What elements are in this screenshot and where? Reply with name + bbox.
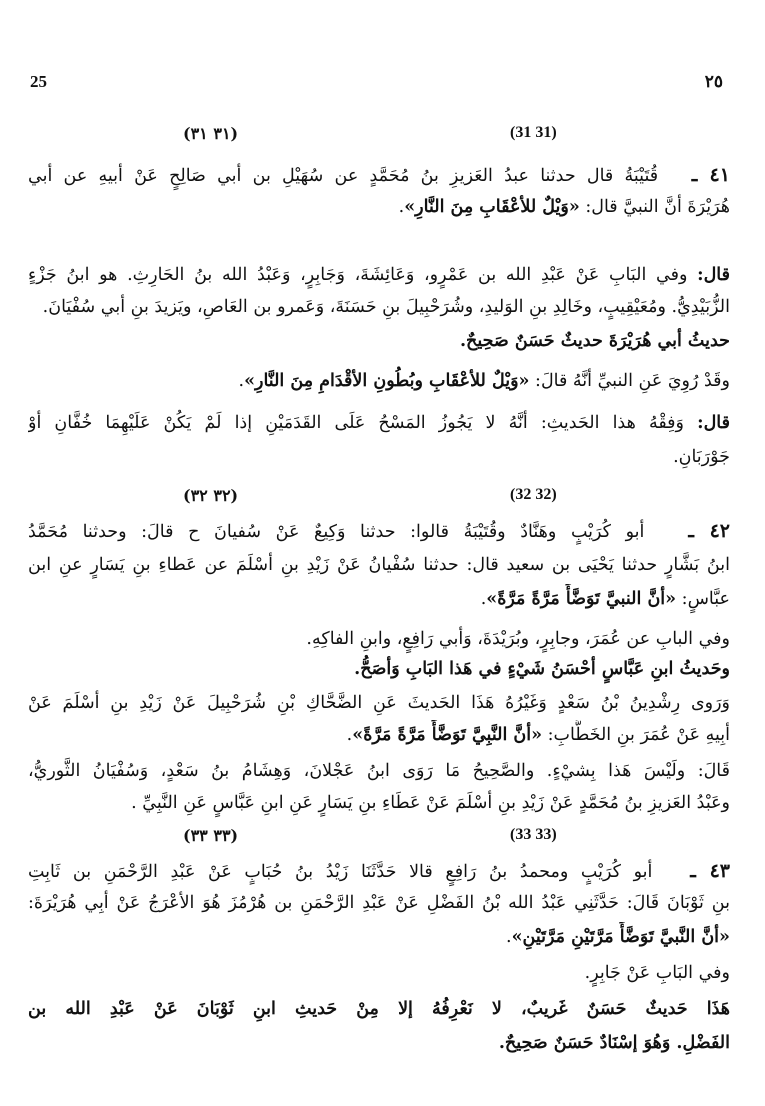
hadith-number: ٤١ ـ <box>691 164 730 186</box>
reference-latin: (33 33) <box>510 826 557 843</box>
page-number-arabic: ٢٥ <box>704 72 723 92</box>
hadith-42-line-6: وَرَوى رِشْدِينُ بْنُ سَعْدٍ وَغَيْرُهُ هَذَا الحَديثَ عَنِ الضَّحَّاكِ بْنِ شُرَحْبِيلَ عَنْ زَيْدِ بنِ أسْلَمَ عَنْ <box>28 693 730 713</box>
page-number-latin: 25 <box>30 72 47 91</box>
hadith-42-line-3: عبَّاسٍ: «أنَّ النبيَّ تَوَضَّأَ مَرَّةً مَرَّةً». <box>480 589 730 609</box>
hadith-41-line-8: جَوْرَبَانِ. <box>673 447 730 467</box>
reference-row-32 <box>0 486 765 512</box>
hadith-42-line-7: أبِيهِ عَنْ عُمَرَ بنِ الخَطَّابِ: «أنَّ النَّبِيَّ تَوَضَّأَ مَرَّةً مَرَّةً». <box>346 725 730 745</box>
hadith-42-line-9: وعَبْدُ العَزيزِ بنُ مُحَمَّدٍ عَنْ زَيْدِ بنِ أسْلَمَ عَنْ عَطَاءِ بنِ يَسَارٍ عَنِ ابنِ عَبَّاسٍ عَنِ النَّبِيِّ . <box>131 793 730 813</box>
reference-latin: (32 32) <box>510 486 557 503</box>
hadith-43-line-2: بنِ ثَوْبَانَ قَالَ: حَدَّثَنِي عَبْدُ الله بْنُ الفَضْلِ عَنْ عَبْدِ الرَّحْمَنِ بن هُرْمُزَ هُوَ الأعْرَجُ عَنْ أبِي هُرَيْرَةَ: <box>28 893 730 913</box>
hadith-42-line-4: وفي البابِ عن عُمَرَ، وجابِرٍ، وبُرَيْدَةَ، وَأبي رَافِعٍ، وابنِ الفاكِهِ. <box>306 629 730 649</box>
hadith-42-line-1: ٤٢ ـ أبو كُرَيْبٍ وهَنَّادٌ وقُتَيْبَةُ قالوا: حدثنا وَكِيعٌ عَنْ سُفيانَ ح قالَ: وحدثنا مُحَمَّدُ <box>28 520 730 542</box>
reference-row-31 <box>0 124 765 150</box>
hadith-43-line-1: ٤٣ ـ أبو كُرَيْبٍ ومحمدُ بنُ رَافِعٍ قالا حَدَّثَنَا زَيْدُ بنُ حُبَابٍ عَنْ عَبْدِ الرَّحْمَنِ بن ثَابِتِ <box>28 860 730 882</box>
hadith-41-line-4: الزُّبَيْدِيُّ. ومُعَيْقِيبٍ، وخَالِدِ بنِ الوَليدِ، وشُرَحْبِيلَ بنِ حَسَنَةَ، وَعَمرو بن العَاصِ، ويَزيدَ بنِ أبي سُفْيَانَ. <box>42 297 730 317</box>
reference-row-33 <box>0 826 765 852</box>
hadith-42-line-8: قَالَ: ولَيْسَ هَذا بِشيْءٍ. والصَّحِيحُ مَا رَوَى ابنُ عَجْلانَ، وَهِشَامُ بنُ سَعْدٍ، وَسُفْيَانُ الثَّوريُّ، <box>28 761 730 781</box>
reference-latin: (31 31) <box>510 124 557 141</box>
hadith-43-grading-1: هَذَا حَديثٌ حَسَنٌ غَريبٌ، لا نَعْرِفُهُ إلا مِنْ حَديثِ ابنِ ثَوْبَانَ عَنْ عَبْدِ الله بن <box>28 999 730 1019</box>
prophetic-quote: «وَيْلٌ للأعْقَابِ مِنَ النَّارِ» <box>404 197 580 217</box>
hadith-41-line-3: قال: وفي البَابِ عَنْ عَبْدِ الله بن عَمْرٍو، وَعَائِشَةَ، وَجَابِرٍ، وَعَبْدُ الله بنُ الحَارِثِ. هو ابنُ جَزْءٍ <box>28 265 730 285</box>
hadith-number: ٤٣ ـ <box>690 860 730 882</box>
hadith-43-line-3: «أنَّ النَّبيَّ تَوَضَّأَ مَرَّتَيْنِ مَرَّتَيْنِ». <box>506 927 730 947</box>
hadith-number: ٤٢ ـ <box>688 520 730 542</box>
prophetic-quote: «أنَّ النَّبِيَّ تَوَضَّأَ مَرَّةً مَرَّةً» <box>352 725 543 745</box>
hadith-41-line-7: قال: وَفِقْهُ هذا الحَديثِ: أنَّهُ لا يَجُوزُ المَسْحُ عَلَى القَدَمَيْنِ إذا لَمْ يَكُنْ عَلَيْهِمَا خُفَّانِ أوْ <box>28 413 730 433</box>
hadith-41-line-2: هُرَيْرَةَ أنَّ النبيَّ قال: «وَيْلٌ للأعْقَابِ مِنَ النَّارِ». <box>398 197 730 217</box>
prophetic-quote: «أنَّ النَّبيَّ تَوَضَّأَ مَرَّتَيْنِ مَرَّتَيْنِ» <box>511 927 730 947</box>
reference-arabic: (٣٢ ٣٢) <box>183 486 239 505</box>
hadith-41-line-6: وقَدْ رُوِيَ عَنِ النبيِّ أنَّهُ قالَ: «وَيْلٌ للأعْقَابِ وبُطُونِ الأقْدَامِ مِنَ النَّارِ». <box>238 371 730 391</box>
reference-arabic: (٣١ ٣١) <box>183 124 239 143</box>
hadith-43-line-4: وفي البَابِ عَنْ جَابِرٍ. <box>584 963 730 983</box>
hadith-42-grading: وحَديثُ ابنِ عَبَّاسٍ أحْسَنُ شَيْءٍ في هَذا البَابِ وَأصَحُّ. <box>354 659 730 679</box>
hadith-41-grading: حديثُ أبي هُرَيْرَةَ حديثٌ حَسَنٌ صَحِيحٌ. <box>459 331 730 351</box>
hadith-42-line-2: ابنُ بَشَّارٍ حدثنا يَحْيَى بن سعيد قال: حدثنا سُفْيانُ عَنْ زَيْدِ بنِ أسْلَمَ عن عَطاءِ بنِ يَسَارٍ عنِ ابن <box>28 555 730 575</box>
reference-arabic: (٣٣ ٣٣) <box>183 826 239 845</box>
prophetic-quote: «أنَّ النبيَّ تَوَضَّأَ مَرَّةً مَرَّةً» <box>486 589 677 609</box>
prophetic-quote: «وَيْلٌ للأعْقَابِ وبُطُونِ الأقْدَامِ مِنَ النَّارِ» <box>244 371 530 391</box>
hadith-43-grading-2: الفَضْلِ. وَهُوَ إسْنَادٌ حَسَنٌ صَحِيحٌ. <box>498 1033 730 1053</box>
hadith-41-line-1: ٤١ ـ قُتَيْبَةُ قال حدثنا عبدُ العَزيزِ بنُ مُحَمَّدٍ عن سُهَيْلِ بن أبي صَالِحٍ عَنْ أبيهِ عن أبي <box>28 164 730 186</box>
